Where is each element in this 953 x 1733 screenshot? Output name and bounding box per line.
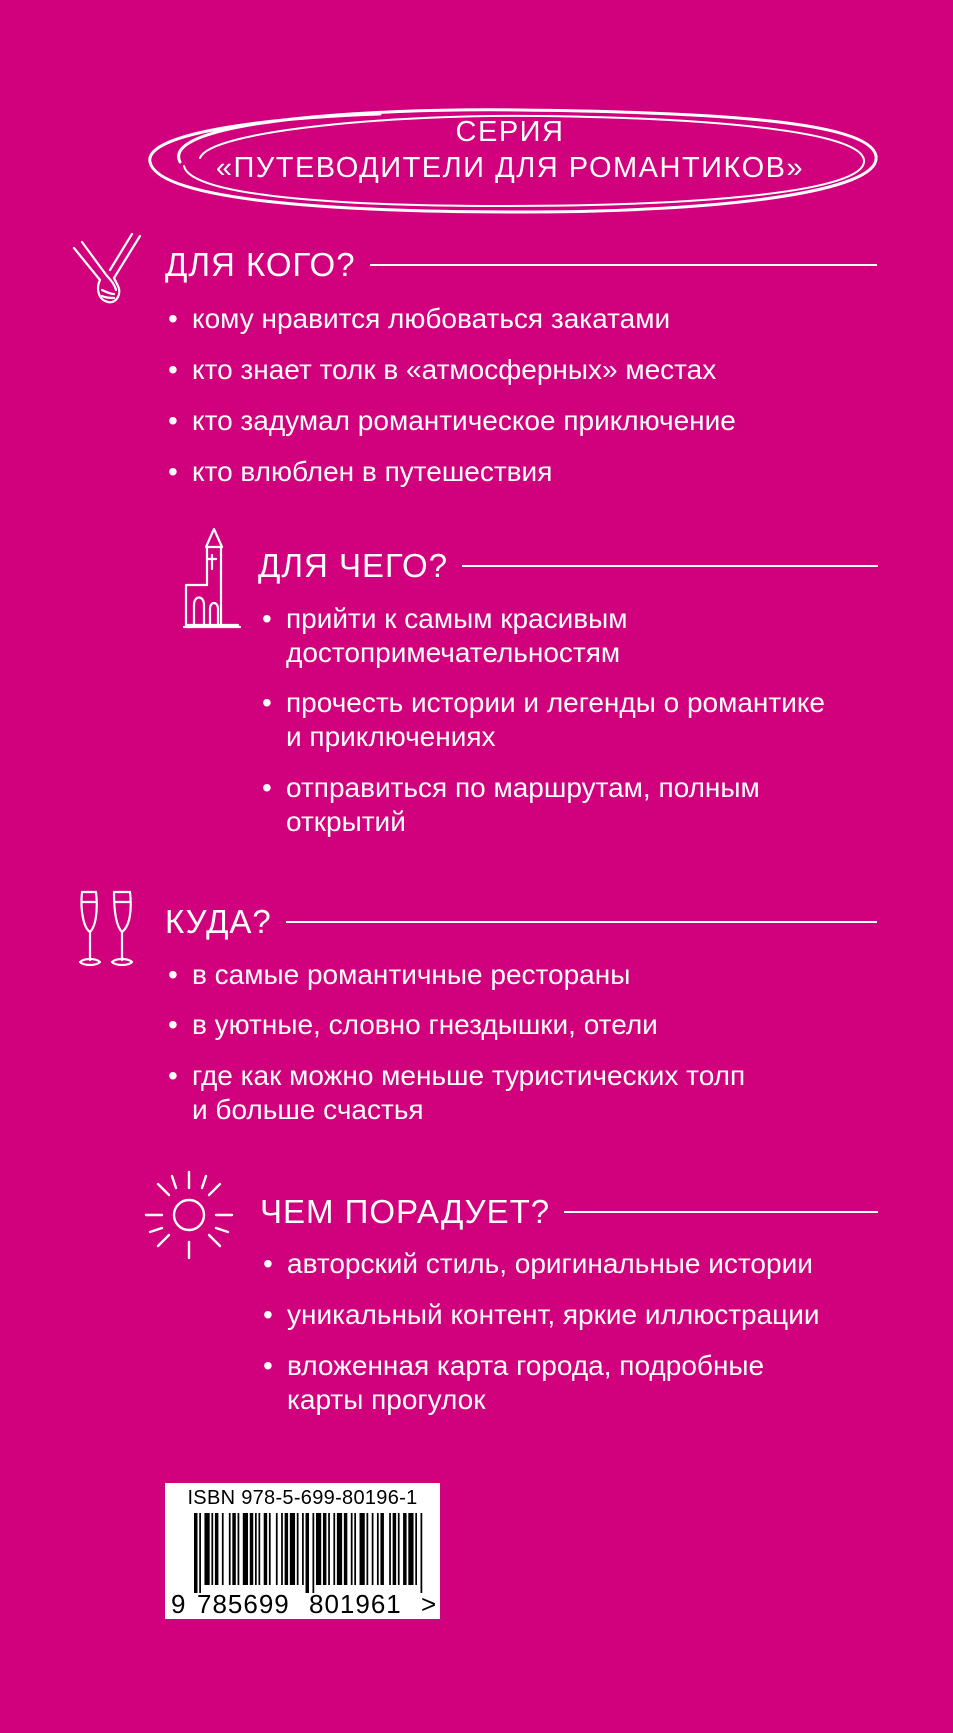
- list-item: • отправиться по маршрутам, полным открытий: [262, 772, 760, 837]
- barcode-bar: [204, 1513, 209, 1585]
- isbn-digits-right: 801961: [309, 1589, 402, 1619]
- barcode-bar: [290, 1513, 295, 1585]
- barcode-bar: [360, 1513, 365, 1585]
- holding-hands-icon: [70, 232, 145, 310]
- list-item: • в уютные, словно гнездышки, отели: [168, 1009, 658, 1040]
- barcode-bar: [238, 1513, 240, 1585]
- barcode-bar: [194, 1513, 197, 1593]
- barcode-bar: [302, 1513, 304, 1585]
- barcode-bar: [377, 1513, 379, 1585]
- barcode-bar: [380, 1513, 383, 1585]
- barcode-bar: [415, 1513, 417, 1585]
- barcode-bar: [328, 1513, 330, 1585]
- barcode-bar: [398, 1513, 400, 1585]
- barcode-bar: [215, 1513, 218, 1585]
- list-item: • прочесть истории и легенды о романтике и приключениях: [262, 687, 825, 752]
- barcode-icon: [194, 1513, 424, 1593]
- section-where: [165, 900, 877, 944]
- list-item: • вложенная карта города, подробные карты прогулок: [263, 1350, 765, 1415]
- list-item: • прийти к самым красивым достопримечательностям: [262, 603, 628, 668]
- section-who-heading: ДЛЯ КОГО?: [165, 246, 356, 283]
- list-item: • кто влюблен в путешествия: [168, 456, 553, 487]
- barcode-bar: [232, 1513, 235, 1585]
- barcode-bar: [269, 1513, 271, 1585]
- barcode-bar: [264, 1513, 267, 1585]
- section-benefits-heading: ЧЕМ ПОРАДУЕТ?: [260, 1193, 551, 1230]
- sun-icon: [142, 1168, 236, 1262]
- barcode-bar: [281, 1513, 283, 1585]
- barcode-bar: [372, 1513, 374, 1585]
- church-icon: [182, 525, 242, 630]
- section-benefits: [260, 1190, 878, 1234]
- barcode-bar: [258, 1513, 260, 1585]
- barcode-bar: [250, 1513, 253, 1585]
- champagne-glasses-icon: [74, 888, 144, 970]
- barcode-bar: [408, 1513, 413, 1585]
- barcode-bar: [403, 1513, 406, 1585]
- list-item: • в самые романтичные рестораны: [168, 959, 631, 990]
- list-item: • кому нравится любоваться закатами: [168, 303, 671, 334]
- list-item: • кто знает толк в «атмосферных» местах: [168, 354, 717, 385]
- section-who: [165, 243, 877, 287]
- barcode-bar: [316, 1513, 321, 1585]
- list-item: • уникальный контент, яркие иллюстрации: [263, 1299, 820, 1330]
- list-item: • авторский стиль, оригинальные истории: [263, 1248, 813, 1279]
- series-label: СЕРИЯ: [455, 116, 565, 148]
- barcode-bar: [367, 1513, 369, 1585]
- isbn-digit-lead: 9: [171, 1589, 186, 1619]
- barcode-bar: [333, 1513, 335, 1585]
- isbn-digits-left: 785699: [197, 1589, 290, 1619]
- barcode-bar: [229, 1513, 231, 1585]
- barcode-bar: [393, 1513, 396, 1585]
- barcode-bar: [243, 1513, 248, 1585]
- barcode-bar: [297, 1513, 299, 1585]
- isbn-barcode-block: [165, 1483, 440, 1619]
- barcode-bar: [421, 1513, 423, 1593]
- barcode-bar: [389, 1513, 391, 1585]
- barcode-bar: [199, 1513, 201, 1593]
- barcode-bar: [323, 1513, 326, 1585]
- list-item: • где как можно меньше туристических толп и больше счастья: [168, 1060, 746, 1125]
- section-what-for: [258, 544, 878, 588]
- barcode-bar: [337, 1513, 342, 1585]
- barcode-bar: [351, 1513, 353, 1585]
- section-what-for-heading: ДЛЯ ЧЕГО?: [258, 547, 449, 584]
- section-who-divider: [370, 264, 877, 266]
- barcode-bar: [344, 1513, 347, 1585]
- section-what-for-divider: [462, 565, 878, 567]
- barcode-bar: [354, 1513, 356, 1585]
- isbn-digit-end: >: [421, 1589, 437, 1619]
- series-title: [160, 114, 860, 186]
- series-name: «ПУТЕВОДИТЕЛИ ДЛЯ РОМАНТИКОВ»: [215, 152, 805, 184]
- barcode-bar: [306, 1513, 309, 1593]
- barcode-bar: [211, 1513, 213, 1585]
- section-benefits-divider: [564, 1211, 878, 1213]
- barcode-bar: [276, 1513, 278, 1585]
- section-where-divider: [286, 921, 877, 923]
- list-item: • кто задумал романтическое приключение: [168, 405, 736, 436]
- barcode-bar: [285, 1513, 288, 1585]
- section-where-heading: КУДА?: [165, 903, 272, 940]
- isbn-label: ISBN 978-5-699-80196-1: [187, 1487, 418, 1509]
- barcode-bar: [312, 1513, 314, 1593]
- barcode-bar: [222, 1513, 224, 1585]
- barcode-bar: [255, 1513, 257, 1585]
